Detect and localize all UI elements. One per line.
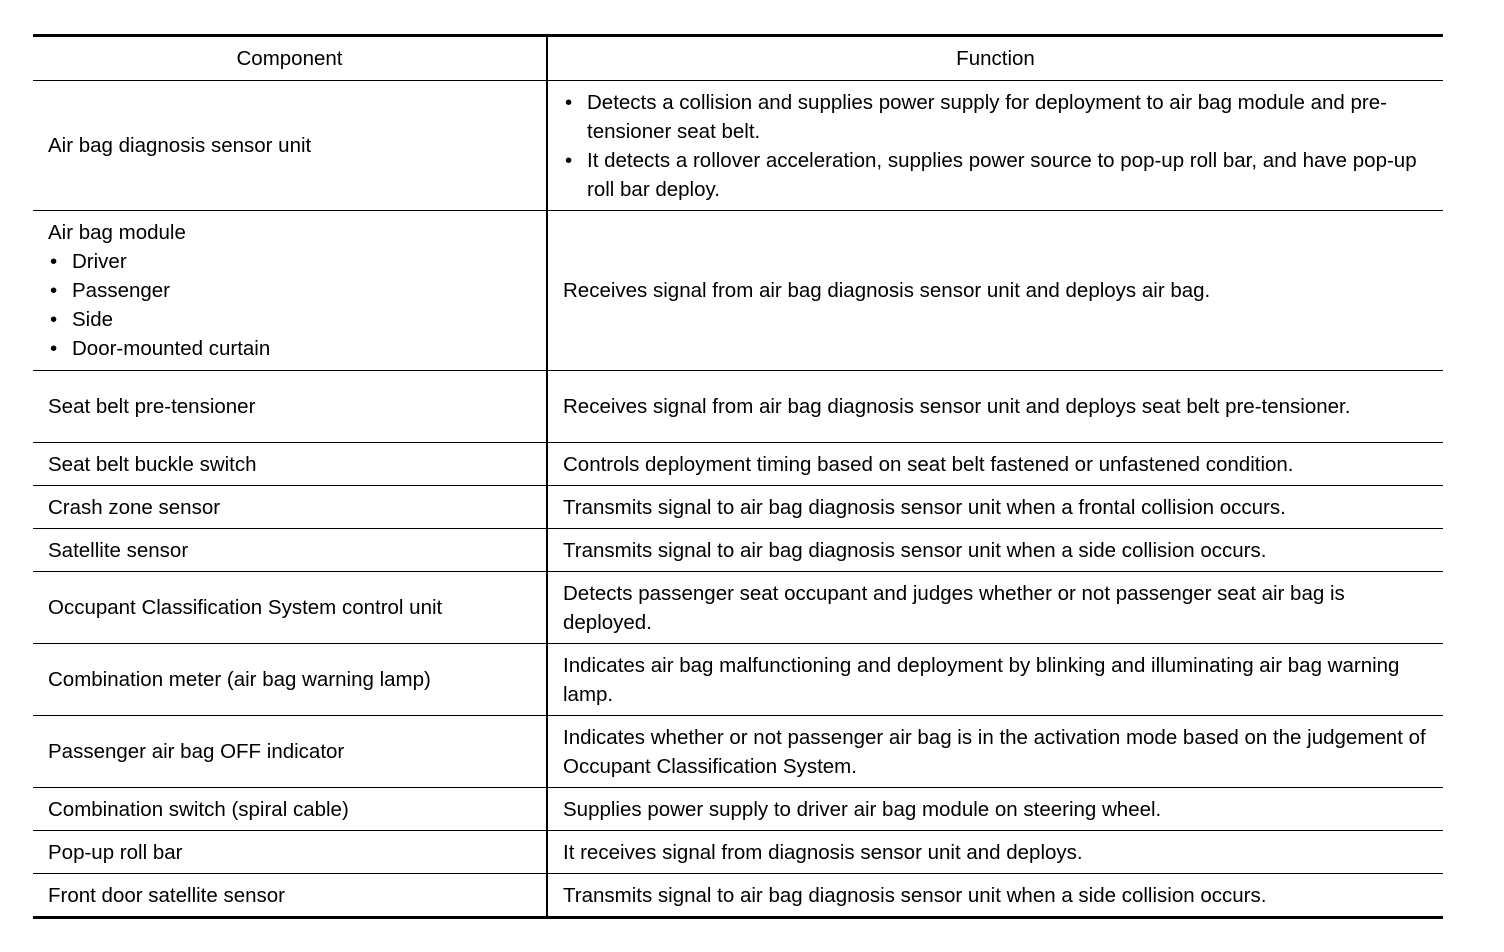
function-cell: Detects passenger seat occupant and judges whether or not passenger seat air bag is deployed.	[547, 572, 1443, 644]
function-cell: Transmits signal to air bag diagnosis sensor unit when a side collision occurs.	[547, 874, 1443, 918]
component-cell	[33, 211, 547, 371]
component-cell: Pop-up roll bar	[33, 831, 547, 874]
list-item: • Detects a collision and supplies power supply for deployment to air bag module and pre-tensioner seat belt.	[563, 88, 1435, 146]
component-cell: Crash zone sensor	[33, 486, 547, 529]
component-function-table	[33, 34, 1443, 919]
function-cell	[547, 81, 1443, 211]
component-title: Air bag module	[48, 221, 186, 244]
table-row	[33, 81, 1443, 211]
function-bullet-list	[563, 88, 1435, 204]
list-item: • Door-mounted curtain	[48, 334, 538, 363]
function-cell: Supplies power supply to driver air bag module on steering wheel.	[547, 788, 1443, 831]
function-cell: Transmits signal to air bag diagnosis sensor unit when a side collision occurs.	[547, 529, 1443, 572]
component-bullet-list	[48, 247, 538, 363]
function-cell: It receives signal from diagnosis sensor unit and deploys.	[547, 831, 1443, 874]
table-row	[33, 788, 1443, 831]
list-item: • Passenger	[48, 276, 538, 305]
component-cell: Passenger air bag OFF indicator	[33, 716, 547, 788]
table-row	[33, 874, 1443, 918]
function-cell: Controls deployment timing based on seat belt fastened or unfastened condition.	[547, 443, 1443, 486]
table-row	[33, 644, 1443, 716]
table-row	[33, 831, 1443, 874]
list-item: • Side	[48, 305, 538, 334]
table-row	[33, 211, 1443, 371]
table-row	[33, 443, 1443, 486]
table-row	[33, 486, 1443, 529]
component-cell: Air bag diagnosis sensor unit	[33, 81, 547, 211]
component-cell: Seat belt pre-tensioner	[33, 371, 547, 443]
table-row	[33, 529, 1443, 572]
header-component: Component	[33, 36, 547, 81]
header-row	[33, 36, 1443, 81]
function-cell: Indicates air bag malfunctioning and deployment by blinking and illuminating air bag warning lamp.	[547, 644, 1443, 716]
list-item: • Driver	[48, 247, 538, 276]
table-row	[33, 716, 1443, 788]
table-row	[33, 572, 1443, 644]
function-cell: Receives signal from air bag diagnosis sensor unit and deploys seat belt pre-tensioner.	[547, 371, 1443, 443]
function-cell: Transmits signal to air bag diagnosis sensor unit when a frontal collision occurs.	[547, 486, 1443, 529]
component-cell: Combination meter (air bag warning lamp)	[33, 644, 547, 716]
table-row	[33, 371, 1443, 443]
component-cell: Seat belt buckle switch	[33, 443, 547, 486]
list-item: • It detects a rollover acceleration, supplies power source to pop-up roll bar, and have pop-up roll bar deploy.	[563, 146, 1435, 204]
function-cell: Indicates whether or not passenger air bag is in the activation mode based on the judgement of Occupant Classification System.	[547, 716, 1443, 788]
component-cell: Front door satellite sensor	[33, 874, 547, 918]
function-cell: Receives signal from air bag diagnosis sensor unit and deploys air bag.	[547, 211, 1443, 371]
component-cell: Satellite sensor	[33, 529, 547, 572]
component-cell: Occupant Classification System control unit	[33, 572, 547, 644]
component-cell: Combination switch (spiral cable)	[33, 788, 547, 831]
header-function: Function	[547, 36, 1443, 81]
